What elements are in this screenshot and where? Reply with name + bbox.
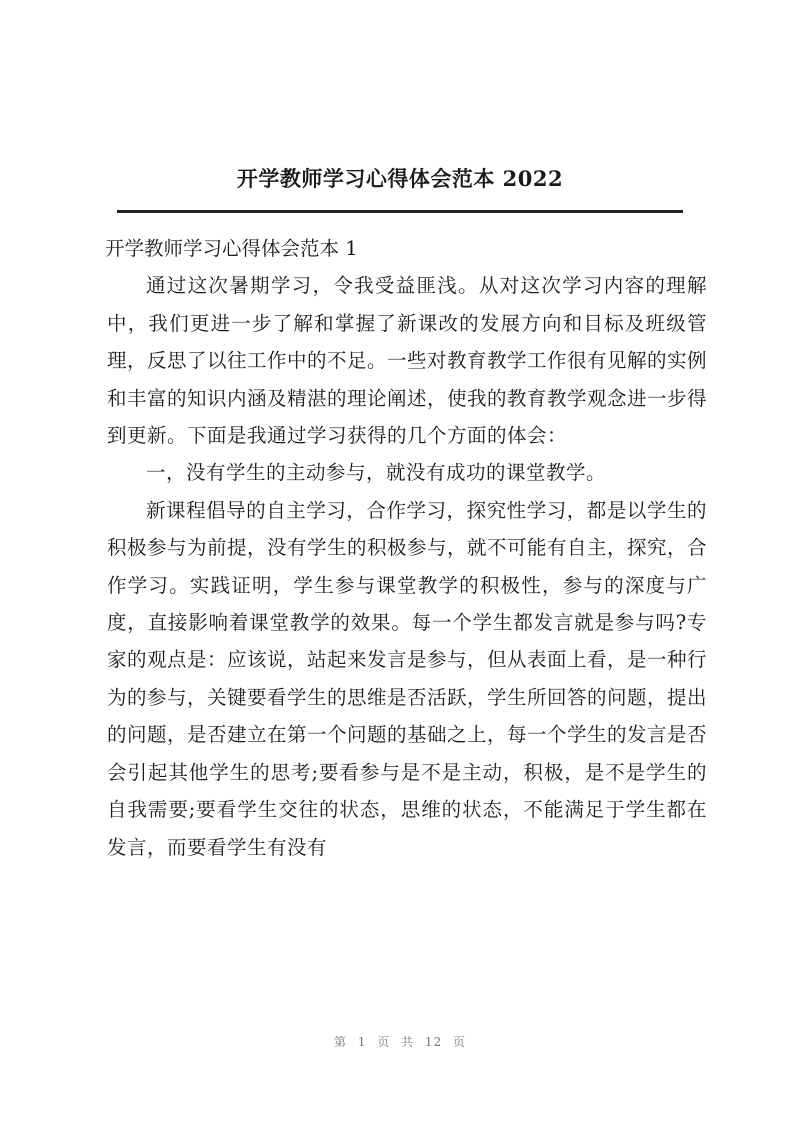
paragraph-body: 新课程倡导的自主学习，合作学习，探究性学习，都是以学生的积极参与为前提，没有学生的积极参与，就不可能有自主，探究，合作学习。实践证明，学生参与课堂教学的积极性，参与的深度与广度，直接影响着课堂教学的效果。每一个学生都发言就是参与吗?专家的观点是：应该说，站起来发言是参与，但从表面上看，是一种行为的参与，关键要看学生的思维是否活跃，学生所回答的问题，提出的问题，是否建立在第一个问题的基础之上，每一个学生的发言是否会引起其他学生的思考;要看参与是不是主动，积极，是不是学生的自我需要;要看学生交往的状态，思维的状态，不能满足于学生都在发言，而要看学生有没有 <box>107 498 708 859</box>
paragraph-intro: 通过这次暑期学习，令我受益匪浅。从对这次学习内容的理解中，我们更进一步了解和掌握了新课改的发展方向和目标及班级管理，反思了以往工作中的不足。一些对教育教学工作很有见解的实例和丰富的知识内涵及精湛的理论阐述，使我的教育教学观念进一步得到更新。下面是我通过学习获得的几个方面的体会： <box>107 274 708 448</box>
document-body <box>107 230 707 866</box>
title-divider <box>117 210 683 213</box>
page-footer: 第 1 页 共 12 页 <box>334 1035 466 1049</box>
section-heading: 开学教师学习心得体会范本 1 <box>105 237 358 260</box>
page-title: 开学教师学习心得体会范本 2022 <box>236 166 564 191</box>
paragraph-point-one: 一，没有学生的主动参与，就没有成功的课堂教学。 <box>146 461 607 485</box>
